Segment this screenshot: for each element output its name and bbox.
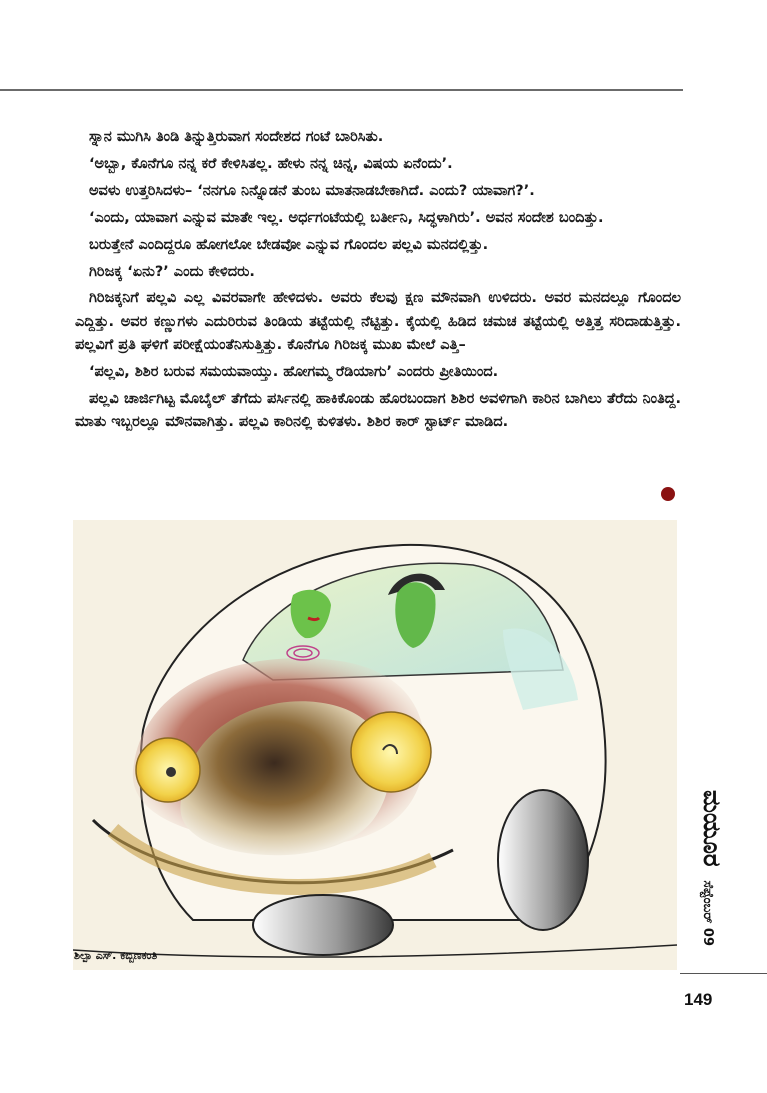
story-paragraph: ಅವಳು ಉತ್ತರಿಸಿದಳು– ‘ನನಗೂ ನಿನ್ನೊಡನೆ ತುಂಬ ಮಾತನಾಡಬೇಕಾಗಿದೆ. ಎಂದು? ಯಾವಾಗ?’.	[89, 182, 535, 199]
artist-credit: ಶಿಲ್ಪಾ ಎಸ್. ಕಬ್ಬಿಣಕಂತಿ	[74, 949, 158, 962]
story-paragraph: ‘ಎಂದು, ಯಾವಾಗ ಎನ್ನುವ ಮಾತೇ ಇಲ್ಲ. ಅರ್ಧಗಂಟೆಯಲ್ಲಿ ಬರ್ತೀನಿ, ಸಿದ್ಧಳಾಗಿರು’. ಅವನ ಸಂದೇಶ ಬಂದಿತ್ತು.	[89, 209, 604, 226]
car-drawing	[73, 520, 677, 970]
issue-date: ಸೆಪ್ಟೆಂಬರ್ 09	[700, 880, 715, 947]
story-paragraph: ಬರುತ್ತೇನೆ ಎಂದಿದ್ದರೂ ಹೋಗಲೋ ಬೇಡವೋ ಎನ್ನುವ ಗೊಂದಲ ಪಲ್ಲವಿ ಮನದಲ್ಲಿತ್ತು.	[89, 236, 489, 253]
story-paragraph: ಪಲ್ಲವಿ ಚಾರ್ಜಿಗಿಟ್ಟ ಮೊಬೈಲ್ ತೆಗೆದು ಪರ್ಸಿನಲ್ಲಿ ಹಾಕಿಕೊಂಡು ಹೊರಬಂದಾಗ ಶಿಶಿರ ಅವಳಿಗಾಗಿ ಕಾರಿನ ಬಾಗಿಲು ತೆರೆದು ನಿಂತಿದ್ದ. ಮಾತು ಇಬ್ಬರಲ್ಲೂ ಮೌನವಾಗಿತ್ತು. ಪಲ್ಲವಿ ಕಾರಿನಲ್ಲಿ ಕುಳಿತಳು. ಶಿಶಿರ ಕಾರ್ ಸ್ಟಾರ್ಟ್ ಮಾಡಿದ.	[75, 391, 681, 431]
story-paragraph: ‘ಅಬ್ಬಾ, ಕೊನೆಗೂ ನನ್ನ ಕರೆ ಕೇಳಿಸಿತಲ್ಲ. ಹೇಳು ನನ್ನ ಚಿನ್ನ, ವಿಷಯ ಏನೆಂದು’.	[89, 155, 453, 172]
story-end-marker	[661, 487, 675, 501]
story-paragraph: ಸ್ನಾನ ಮುಗಿಸಿ ತಿಂಡಿ ತಿನ್ನುತ್ತಿರುವಾಗ ಸಂದೇಶದ ಗಂಟೆ ಬಾರಿಸಿತು.	[89, 129, 384, 145]
story-text	[75, 126, 681, 438]
top-rule	[0, 89, 683, 91]
story-paragraph: ‘ಪಲ್ಲವಿ, ಶಿಶಿರ ಬರುವ ಸಮಯವಾಯ್ತು. ಹೋಗಮ್ಮ ರೆಡಿಯಾಗು’ ಎಂದರು ಪ್ರೀತಿಯಿಂದ.	[89, 364, 499, 381]
bottom-rule	[680, 973, 767, 974]
sidebar-masthead	[698, 790, 727, 946]
page-number: 149	[684, 990, 713, 1009]
story-paragraph: ಗಿರಿಜಕ್ಕನಿಗೆ ಪಲ್ಲವಿ ಎಲ್ಲ ವಿವರವಾಗೇ ಹೇಳಿದಳು. ಅವರು ಕೆಲವು ಕ್ಷಣ ಮೌನವಾಗಿ ಉಳಿದರು. ಅವರ ಮನದಲ್ಲೂ ಗೊಂದಲ ಎದ್ದಿತ್ತು. ಅವರ ಕಣ್ಣುಗಳು ಎದುರಿರುವ ತಿಂಡಿಯ ತಟ್ಟೆಯಲ್ಲಿ ನೆಟ್ಟಿತ್ತು. ಕೈಯಲ್ಲಿ ಹಿಡಿದ ಚಮಚ ತಟ್ಟೆಯಲ್ಲಿ ಅತ್ತಿತ್ತ ಸರಿದಾಡುತ್ತಿತ್ತು. ಪಲ್ಲವಿಗೆ ಪ್ರತಿ ಘಳಿಗೆ ಪರೀಕ್ಷೆಯಂತೆನಿಸುತ್ತಿತ್ತು. ಕೊನೆಗೂ ಗಿರಿಜಕ್ಕ ಮುಖ ಮೇಲೆ ಎತ್ತಿ–	[75, 290, 681, 354]
magazine-title: ಮಯೂರ	[698, 790, 727, 867]
car-illustration	[73, 520, 677, 970]
story-paragraph: ಗಿರಿಜಕ್ಕ ‘ಏನು?’ ಎಂದು ಕೇಳಿದರು.	[89, 263, 255, 280]
